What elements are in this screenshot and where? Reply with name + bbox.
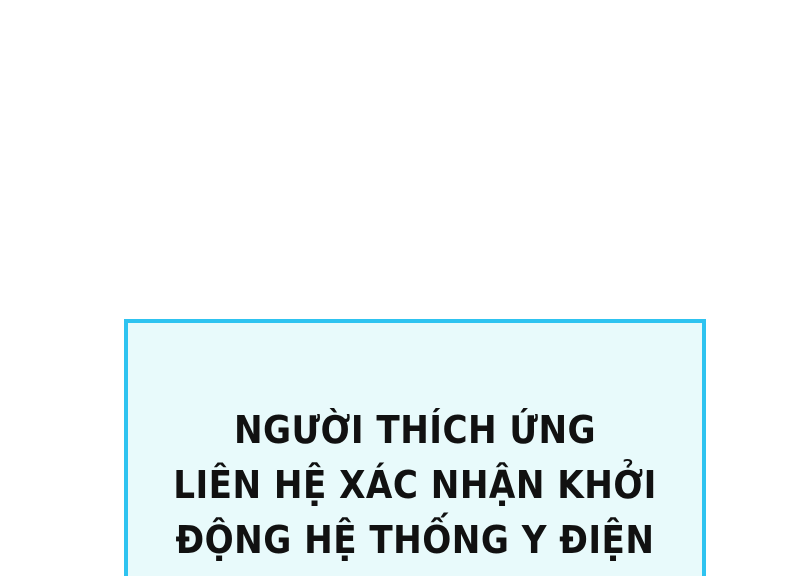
caption-line-1: NGƯỜI THÍCH ỨNG xyxy=(233,408,597,452)
caption-line-3: ĐỘNG HỆ THỐNG Y ĐIỆN xyxy=(175,518,655,562)
caption-text xyxy=(157,403,674,568)
caption-box xyxy=(124,319,706,576)
caption-line-2: LIÊN HỆ XÁC NHẬN KHỞI xyxy=(173,463,657,507)
